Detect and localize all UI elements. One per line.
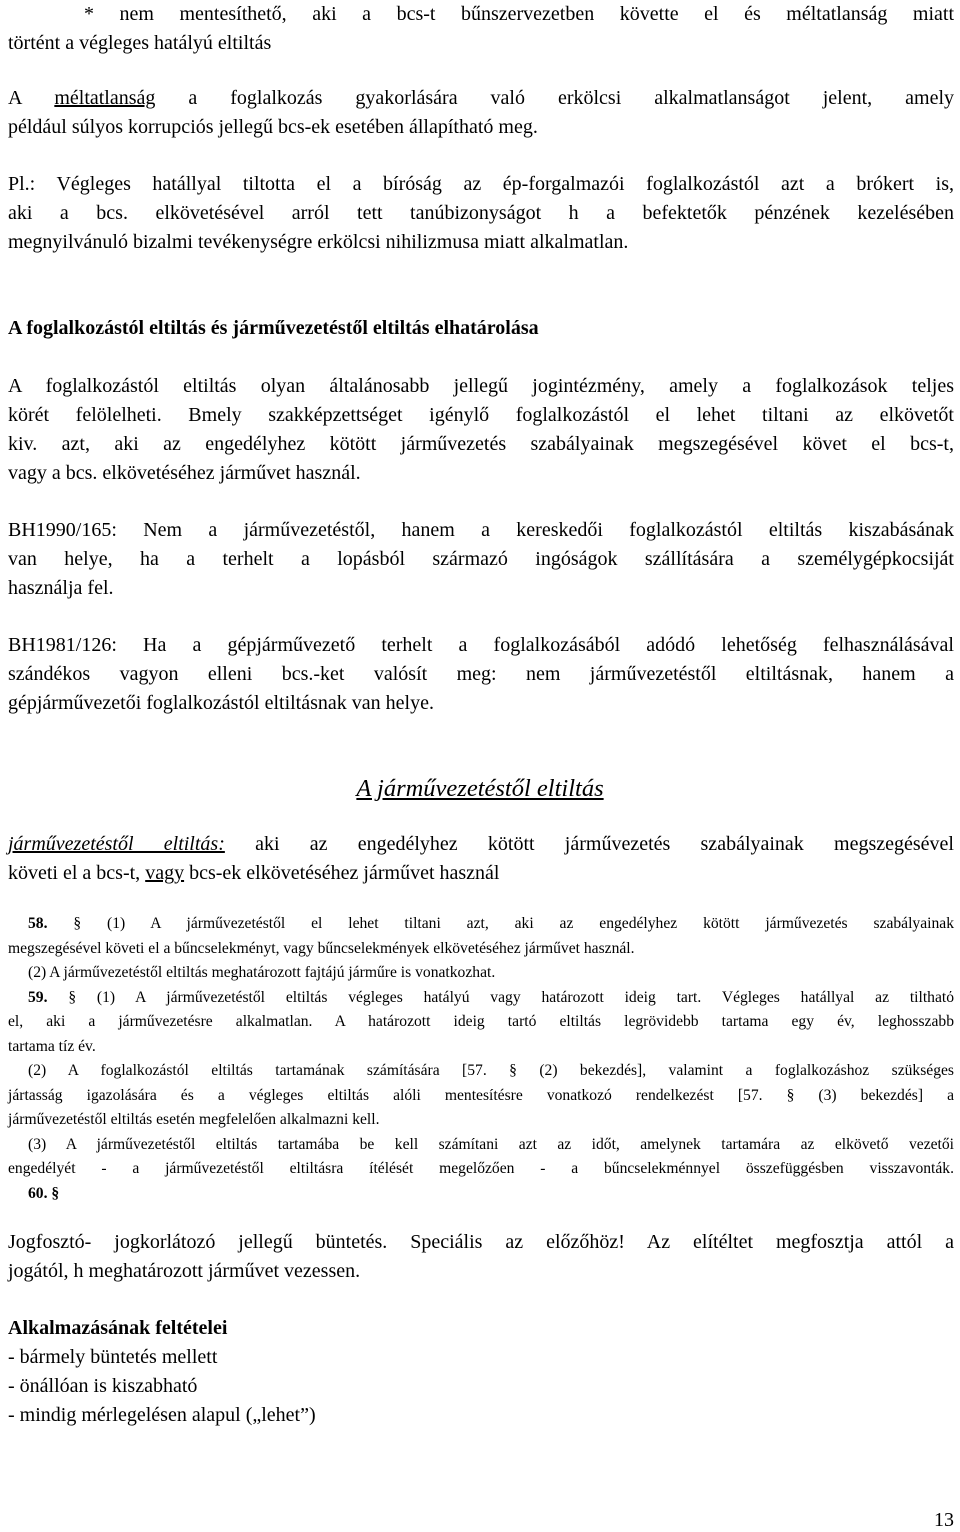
example-line-1: Pl.: Végleges hatállyal tiltotta el a bíróság az ép-forgalmazói foglalkozástól azt a brókert is, [8, 173, 954, 195]
bh1981-line-1: BH1981/126: Ha a gépjárművezető terhelt a foglalkozásából adódó lehetőség felhasználásával [8, 634, 954, 656]
law-59-line-1 [8, 986, 954, 1011]
distinction-line-1: A foglalkozástól eltiltás olyan általánosabb jellegű jogintézmény, amely a foglalkozások teljes [8, 375, 954, 397]
bh1981-line-2: szándékos vagyon elleni bcs.-ket valósít meg: nem járművezetéstől eltiltásnak, hanem a [8, 663, 954, 685]
law-59-3-line-2: engedélyét - a járművezetéstől eltiltásra ítélését megelőzően - a bűncselekménnyel összefüggésben visszavonták. [8, 1160, 954, 1177]
law-60-section-sign: § [47, 1184, 60, 1202]
conditions-item: - bármely büntetés mellett [8, 1346, 218, 1368]
law-text [8, 912, 954, 1206]
intro-line-1: * nem mentesíthető, aki a bcs-t bűnszervezetben követte el és méltatlanság miatt [84, 3, 954, 25]
definition-line-1-rest: aki az engedélyhez kötött járművezetés szabályainak megszegésével [224, 833, 954, 855]
bh1981-paragraph [8, 631, 954, 718]
law-59-line-3: tartama tíz év. [8, 1037, 96, 1055]
law-58-line-2: megszegésével követi el a bűncselekményt, vagy bűncselekmények elkövetéséhez járművet használ. [8, 939, 635, 957]
law-58-number: 58. [28, 915, 48, 932]
conditions-section [8, 1314, 954, 1430]
definition-line-2 [8, 859, 954, 888]
bh1990-line-2: van helye, ha a terhelt a lopásból származó ingóságok szállítására a személygépkocsiját [8, 548, 954, 570]
distinction-line-2: körét felölelheti. Bmely szakképzettséget igénylő foglalkozástól el lehet tiltani az elkövetőt [8, 404, 954, 426]
bh1990-line-3: használja fel. [8, 577, 114, 599]
law-59-3-line-1: (3) A járművezetéstől eltiltás tartamába be kell számítani azt az időt, amelynek tartamára az elkövető vezetői [28, 1135, 954, 1153]
intro-line-2: történt a végleges hatályú eltiltás [8, 32, 272, 54]
section-heading: A foglalkozástól eltiltás és járművezetéstől eltiltás elhatárolása [8, 317, 539, 339]
meltatlansag-line-1-rest: a foglalkozás gyakorlására való erkölcsi alkalmatlanságot jelent, amely [155, 87, 955, 109]
law-59-line-1-text: § (1) A járművezetéstől eltiltás végleges hatályú vagy határozott ideig tart. Végleges hatállyal az tilthatό [47, 988, 954, 1006]
meltatlansag-line-2: például súlyos korrupciós jellegű bcs-ek esetében állapítható meg. [8, 116, 538, 138]
law-58-line-3: (2) A járművezetéstől eltiltás meghatározott fajtájú járműre is vonatkozhat. [28, 964, 496, 981]
law-59-2-line-2: jártasság igazolására és a végleges eltiltás alóli mentesítésre vonatkozó rendelkezést [57. § (3) bekezdés] a [8, 1086, 954, 1104]
page-number: 13 [934, 1509, 954, 1531]
example-paragraph [8, 170, 954, 257]
definition-paragraph [8, 830, 954, 888]
law-60-line [8, 1182, 954, 1207]
law-59-2-line-1: (2) A foglalkozástól eltiltás tartamának számítására [57. § (2) bekezdés], valamint a foglalkozáshoz szükséges [28, 1062, 954, 1079]
definition-or: vagy [145, 862, 185, 884]
jogfoszto-line-1: Jogfosztó- jogkorlátozó jellegű büntetés. Speciális az előzőhöz! Az elítéltet megfosztja attól a [8, 1231, 954, 1253]
distinction-line-3: kiv. azt, aki az engedélyhez kötött járművezetés szabályainak megszegésével követ el bcs-t, [8, 433, 954, 455]
law-59-2-line-3: járművezetéstől eltiltás esetén megfelelően alkalmazni kell. [8, 1111, 380, 1128]
definition-line-2-b: bcs-ek elkövetéséhez járművet használ [184, 862, 500, 884]
bh1990-line-1: BH1990/165: Nem a járművezetéstől, hanem a kereskedői foglalkozástól eltiltás kiszabásának [8, 519, 954, 541]
meltatlansag-term: méltatlanság [54, 87, 156, 109]
definition-term: járművezetéstől eltiltás: [8, 833, 225, 855]
law-58-line-1-text: § (1) A járművezetéstől el lehet tiltani azt, aki az engedélyhez kötött járművezetés szabályainak [47, 915, 954, 932]
law-59-number: 59. [28, 988, 48, 1006]
conditions-item: - mindig mérlegelésen alapul („lehet”) [8, 1404, 316, 1426]
law-58-line-1 [8, 912, 954, 937]
intro-paragraph [8, 0, 954, 58]
jogfoszto-line-2: jogától, h meghatározott járművet vezessen. [8, 1260, 361, 1282]
meltatlansag-line-1 [8, 84, 954, 113]
distinction-line-4: vagy a bcs. elkövetéséhez járművet használ. [8, 462, 361, 484]
meltatlansag-paragraph [8, 84, 954, 142]
bh1990-paragraph [8, 516, 954, 603]
jogfoszto-paragraph [8, 1228, 954, 1286]
example-line-3: megnyilvánuló bizalmi tevékenységre erkölcsi nihilizmusa miatt alkalmatlan. [8, 231, 629, 253]
bh1981-line-3: gépjárművezetői foglalkozástól eltiltásnak van helye. [8, 692, 434, 714]
definition-line-2-a: követi el a bcs-t, [8, 862, 146, 884]
chapter-title: A járművezetéstől eltiltás [356, 775, 604, 802]
distinction-paragraph [8, 372, 954, 488]
meltatlansag-lead: A [8, 87, 55, 109]
conditions-item: - önállóan is kiszabható [8, 1375, 198, 1397]
example-line-2: aki a bcs. elkövetésével arról tett tanúbizonyságot h a befektetők pénzének kezelésében [8, 202, 954, 224]
conditions-heading: Alkalmazásának feltételei [8, 1317, 228, 1339]
law-59-line-2: el, aki a járművezetésre alkalmatlan. A határozott ideig tartó eltiltás legrövidebb tartama egy év, leghosszabb [8, 1013, 954, 1030]
definition-line-1 [8, 830, 954, 859]
law-60-number: 60. [28, 1184, 48, 1202]
